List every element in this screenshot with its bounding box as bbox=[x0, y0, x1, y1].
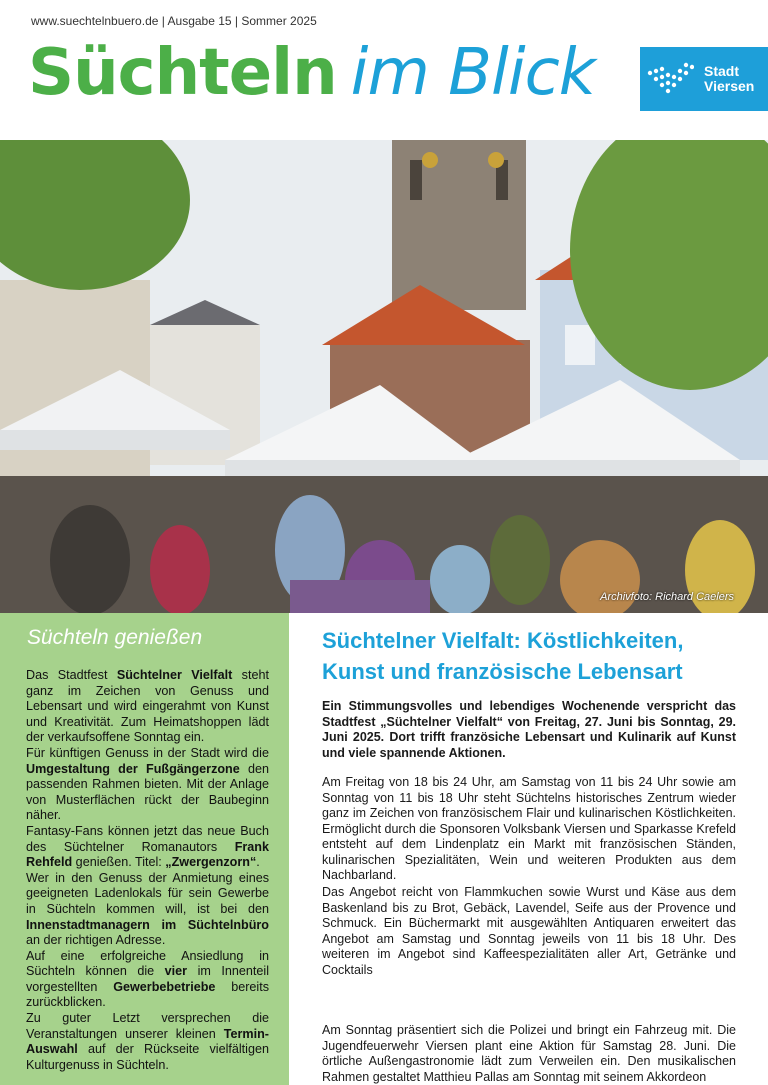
logo-line-2: Viersen bbox=[704, 78, 755, 94]
issue-line: www.suechtelnbuero.de | Ausgabe 15 | Sommer 2025 bbox=[31, 14, 317, 28]
article-paragraph-2: Das Angebot reicht von Flammkuchen sowie Wurst und Käse aus dem Baskenland bis zu Brot, Gebäck, Lavendel, Seife aus der Provence und Schmuck. Ein Büchermarkt mit ausgewählten Antiquaren erweitert das Angebot am Samstag und Sonntag jeweils von 11 bis 18 Uhr. Des weiteren im Angebot sind Kaffeespezialitäten aller Art, Getränke und Cocktails bbox=[322, 885, 736, 977]
logo-line-1: Stadt bbox=[704, 63, 739, 79]
stadt-viersen-logo bbox=[640, 47, 768, 111]
logo-dots-icon bbox=[640, 47, 700, 111]
logo-wordmark bbox=[704, 64, 754, 94]
sidebar-paragraph: Auf eine erfolgreiche Ansiedlung in Süchteln können die vier im Innenteil vorgestellten Gewerbebetriebe bereits zurückblicken. bbox=[26, 948, 269, 1010]
photo-credit: Archivfoto: Richard Caelers bbox=[600, 591, 734, 603]
masthead-title-part1: Süchteln bbox=[28, 36, 337, 110]
sidebar-paragraph: Fantasy-Fans können jetzt das neue Buch des Süchtelner Romanautors Frank Rehfeld genießen. Titel: „Zwergenzorn“. bbox=[26, 823, 269, 870]
article-paragraph-1: Am Freitag von 18 bis 24 Uhr, am Samstag von 11 bis 24 Uhr sowie am Sonntag von 11 bis 18 Uhr steht Süchtelns historisches Zentrum wieder ganz im Zeichen von französischem Flair und kulinarischen Köstlichkeiten. Ermöglicht durch die Sponsoren Volksbank Viersen und Sparkasse Krefeld entsteht auf dem Lindenplatz ein Markt mit französischen Ständen, kulinarischen Spezialitäten, Wein und weiteren Produkten aus dem Nachbarland. bbox=[322, 775, 736, 882]
article-paragraph-3: Am Sonntag präsentiert sich die Polizei und bringt ein Fahrzeug mit. Die Jugendfeuerwehr Viersen plant eine Aktion für Samstag 28. Juni. Die örtliche Außengastronomie lädt zum Verweilen ein. Den musikalischen Rahmen gestaltet Matthieu Pallas am Sonntag mit seinem Akkordeon bbox=[322, 1023, 736, 1084]
sidebar-text bbox=[26, 668, 269, 1073]
sidebar-paragraph: Das Stadtfest Süchtelner Vielfalt steht ganz im Zeichen von Genuss und Lebensart und wird eingerahmt von Kunst und Kreativität. Zum Heimatshoppen lädt der verkaufsoffene Sonntag ein. bbox=[26, 668, 269, 745]
cover-photo bbox=[0, 140, 768, 613]
article-lead: Ein Stimmungsvolles und lebendiges Wochenende verspricht das Stadtfest „Süchtelner Vielfalt“ von Freitag, 27. Juni bis Sonntag, 29. Juni 2025. Dort trifft französiche Lebensart und Kulinarik auf Kunst und viele spannende Aktionen. bbox=[322, 699, 736, 760]
sidebar-title: Süchteln genießen bbox=[27, 626, 203, 649]
sidebar-paragraph: Für künftigen Genuss in der Stadt wird die Umgestaltung der Fußgängerzone den passenden Rahmen bieten. Mit der Anlage von Musterflächen rückt der Baubeginn näher. bbox=[26, 745, 270, 823]
sidebar-paragraph: Wer in den Genuss der Anmietung eines geeigneten Ladenlokals für sein Gewerbe in Süchteln kommen will, ist bei den Innenstadtmanagern im Süchtelnbüro an der richtigen Adresse. bbox=[26, 870, 269, 948]
masthead-title-part2: im Blick bbox=[350, 36, 595, 110]
article-title: Süchtelner Vielfalt: Köstlichkeiten, Kunst und französische Lebensart bbox=[322, 628, 684, 684]
sidebar-paragraph: Zu guter Letzt versprechen die Veranstaltungen unserer kleinen Termin-Auswahl auf der Rückseite vielfältigen Kulturgenuss in Süchteln. bbox=[26, 1011, 269, 1072]
masthead bbox=[28, 36, 595, 120]
